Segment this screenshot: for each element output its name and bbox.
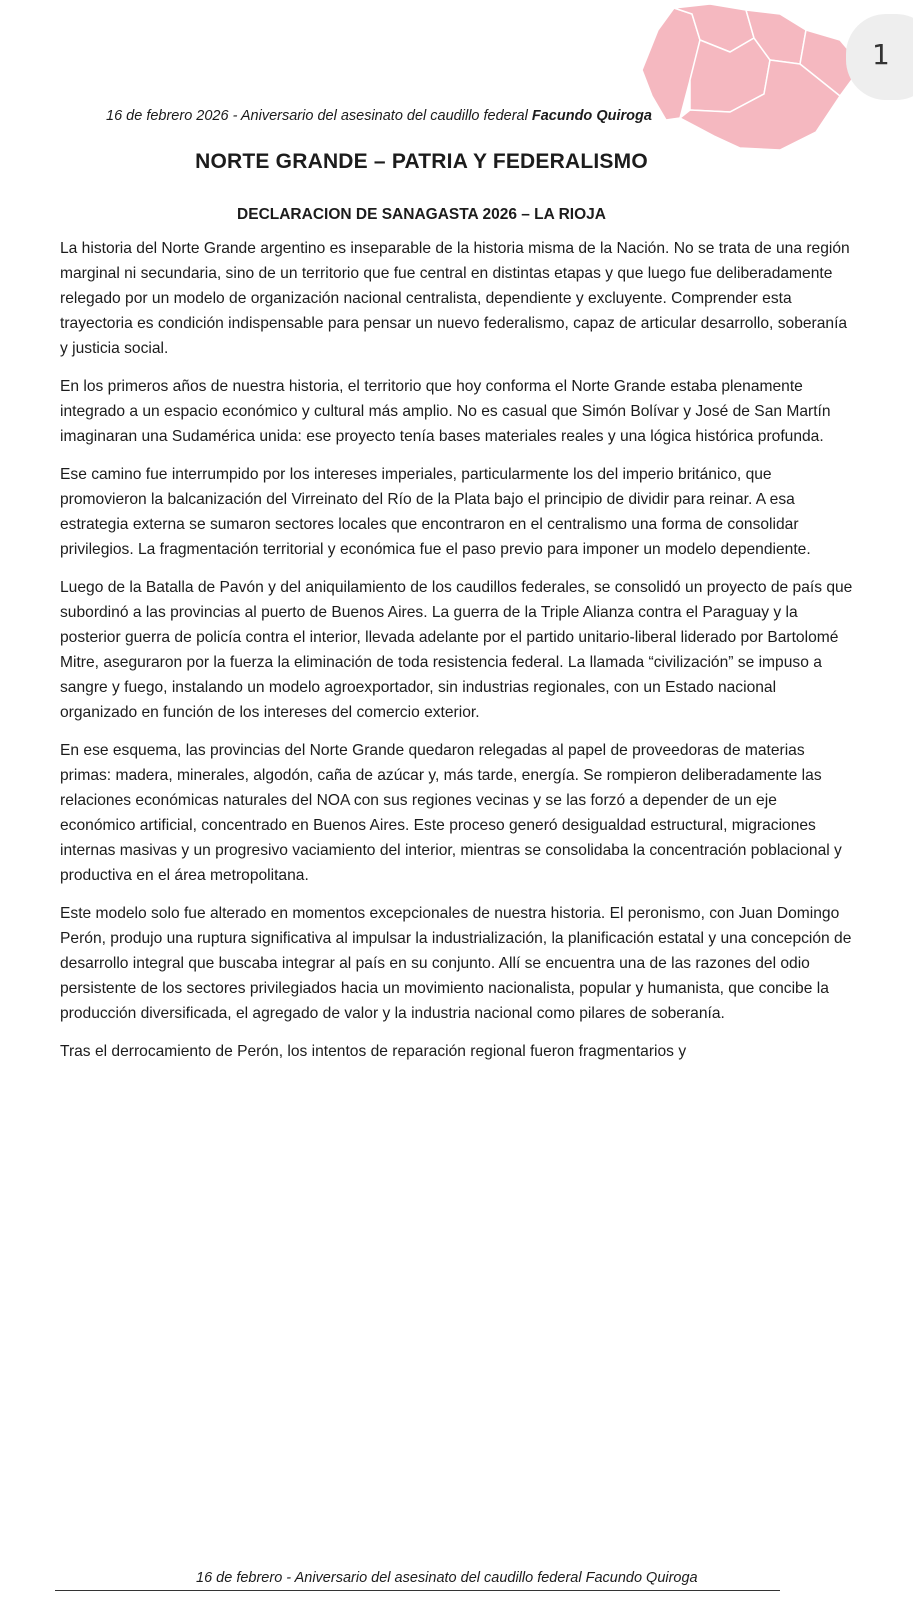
footer-divider bbox=[55, 1590, 780, 1591]
header-date-text: 16 de febrero 2026 - Aniversario del asesinato del caudillo federal bbox=[106, 108, 532, 124]
paragraph: Este modelo solo fue alterado en momentos excepcionales de nuestra historia. El peronismo, con Juan Domingo Perón, produjo una ruptura significativa al impulsar la industrialización, la planificación estatal y una concepción de desarrollo integral que buscaba integrar al país en su conjunto. Allí se encuentra una de las razones del odio persistente de los sectores privilegiados hacia un movimiento nacionalista, popular y humanista, que concibe la producción diversificada, el agregado de valor y la industria nacional como pilares de soberanía. bbox=[60, 905, 852, 1022]
header-date-name: Facundo Quiroga bbox=[531, 108, 652, 124]
paragraph: En ese esquema, las provincias del Norte Grande quedaron relegadas al papel de proveedoras de materias primas: madera, minerales, algodón, caña de azúcar y, más tarde, energía. Se rompieron deliberadamente las relaciones económicas naturales del NOA con sus regiones vecinas y se las forzó a depender de un eje económico artificial, concentrado en Buenos Aires. Este proceso generó desigualdad estructural, migraciones internas masivas y un progresivo vaciamiento del interior, mientras se consolidaba la concentración poblacional y productiva en el área metropolitana. bbox=[60, 742, 842, 884]
page-number-badge bbox=[846, 14, 913, 100]
paragraph: En los primeros años de nuestra historia, el territorio que hoy conforma el Norte Grande estaba plenamente integrado a un espacio económico y cultural más amplio. No es casual que Simón Bolívar y José de San Martín imaginaran una Sudamérica unida: ese proyecto tenía bases materiales reales y una lógica histórica profunda. bbox=[60, 378, 831, 445]
norte-grande-map-logo bbox=[630, 0, 870, 150]
document-body bbox=[60, 236, 854, 1077]
page-footer: 16 de febrero - Aniversario del asesinato del caudillo federal Facundo Quiroga bbox=[196, 1570, 698, 1586]
paragraph: Ese camino fue interrumpido por los intereses imperiales, particularmente los del imperio británico, que promovieron la balcanización del Virreinato del Río de la Plata bajo el principio de dividir para reinar. A esa estrategia externa se sumaron sectores locales que encontraron en el centralismo una forma de consolidar privilegios. La fragmentación territorial y económica fue el paso previo para imponer un modelo dependiente. bbox=[60, 466, 811, 558]
paragraph: La historia del Norte Grande argentino es inseparable de la historia misma de la Nación. No se trata de una región marginal ni secundaria, sino de un territorio que fue central en distintas etapas y que luego fue deliberadamente relegado por un modelo de organización nacional centralista, dependiente y excluyente. Comprender esta trayectoria es condición indispensable para pensar un nuevo federalismo, capaz de articular desarrollo, soberanía y justicia social. bbox=[60, 240, 850, 357]
document-subtitle: DECLARACION DE SANAGASTA 2026 – LA RIOJA bbox=[237, 206, 606, 223]
paragraph: Luego de la Batalla de Pavón y del aniquilamiento de los caudillos federales, se consolidó un proyecto de país que subordinó a las provincias al puerto de Buenos Aires. La guerra de la Triple Alianza contra el Paraguay y la posterior guerra de policía contra el interior, llevada adelante por el partido unitario-liberal liderado por Bartolomé Mitre, aseguraron por la fuerza la eliminación de toda resistencia federal. La llamada “civilización” se impuso a sangre y fuego, instalando un modelo agroexportador, sin industrias regionales, con un Estado nacional organizado en función de los intereses del comercio exterior. bbox=[60, 579, 853, 721]
page-number: 1 bbox=[872, 38, 890, 71]
header-date-line bbox=[106, 108, 806, 124]
paragraph: Tras el derrocamiento de Perón, los intentos de reparación regional fueron fragmentarios y bbox=[60, 1043, 687, 1060]
document-title: NORTE GRANDE – PATRIA Y FEDERALISMO bbox=[195, 150, 648, 173]
